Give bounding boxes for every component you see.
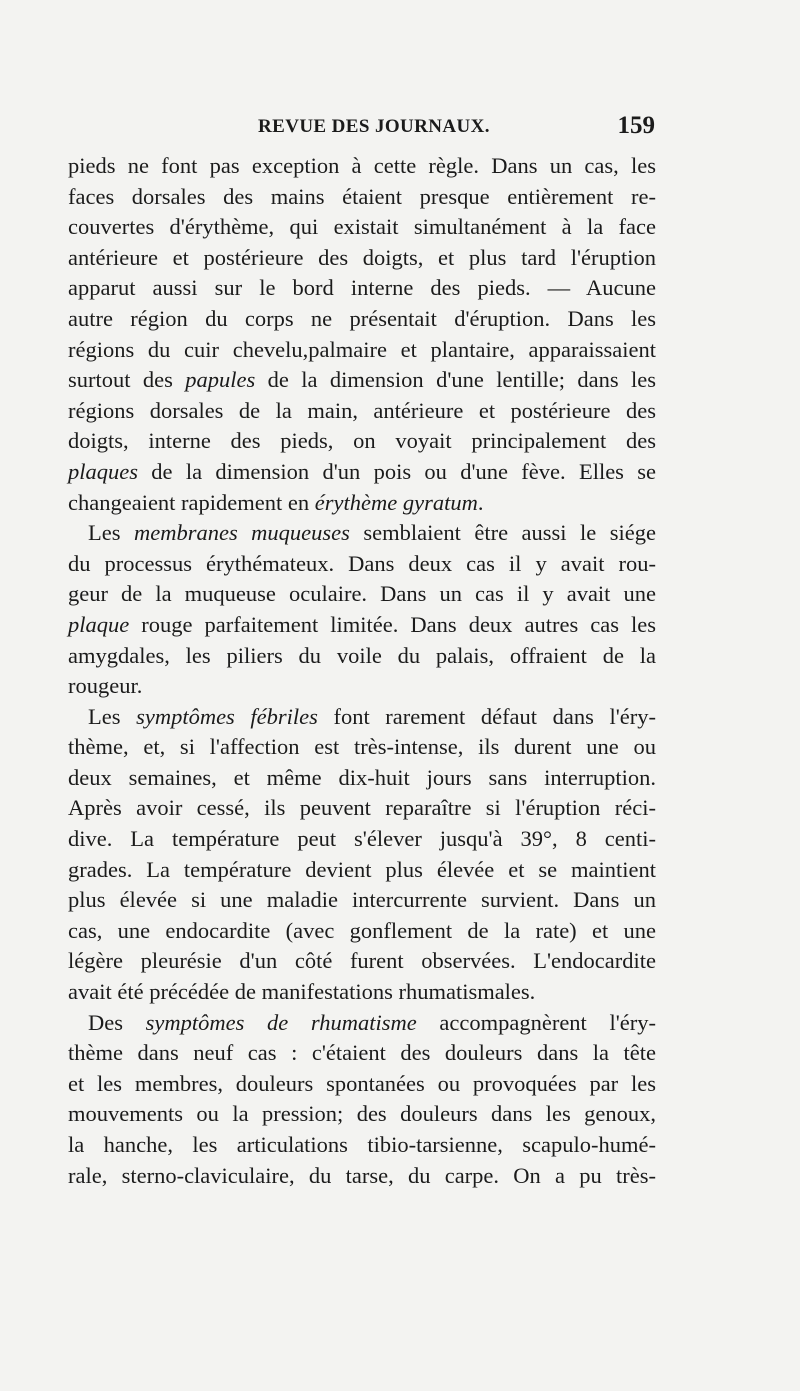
text-line [68,1161,656,1192]
text-segment: thème dans neuf cas : c'étaient des douleurs dans la tête [68,1040,656,1066]
text-line [68,916,656,947]
running-head: REVUE DES JOURNAUX. [258,116,490,137]
text-line [68,243,656,274]
text-segment: rouge parfaitement limitée. Dans deux autres cas les [129,611,656,637]
text-segment: cas, une endocardite (avec gonflement de la rate) et une [68,917,656,943]
text-line [68,304,656,335]
text-line [68,763,656,794]
text-line [68,151,656,182]
text-segment: plus élevée si une maladie intercurrente survient. Dans un [68,887,656,913]
text-line [68,671,656,702]
text-segment: régions du cuir chevelu,palmaire et plantaire, apparaissaient [68,336,656,362]
text-line [68,488,656,519]
text-segment: dive. La température peut s'élever jusqu'à 39°, 8 centi- [68,826,656,852]
text-line [68,610,656,641]
text-segment: deux semaines, et même dix-huit jours sans interruption. [68,764,656,790]
text-segment: geur de la muqueuse oculaire. Dans un cas il y avait une [68,581,656,607]
text-segment: Des [88,1009,146,1035]
text-segment: couvertes d'érythème, qui existait simultanément à la face [68,214,656,240]
text-segment: faces dorsales des mains étaient presque entièrement re- [68,183,656,209]
text-segment: de la dimension d'une lentille; dans les [255,367,656,393]
text-segment: Les [88,703,137,729]
text-segment: mouvements ou la pression; des douleurs dans les genoux, [68,1101,656,1127]
text-segment: apparut aussi sur le bord interne des pieds. — Aucune [68,275,656,301]
text-segment: avait été précédée de manifestations rhumatismales. [68,979,536,1005]
text-segment: thème, et, si l'affection est très-intense, ils durent une ou [68,734,656,760]
text-segment: régions dorsales de la main, antérieure et postérieure des [68,397,656,423]
text-line [68,824,656,855]
text-line [68,365,656,396]
text-line [68,946,656,977]
text-line [68,579,656,610]
text-line [68,273,656,304]
text-segment: changeaient rapidement en [68,489,315,515]
text-segment: doigts, interne des pieds, on voyait principalement des [68,428,656,454]
text-segment: . [477,489,484,515]
text-line [68,518,656,549]
text-line [68,885,656,916]
text-line [68,732,656,763]
text-line [68,1008,656,1039]
text-segment: Les [88,520,134,546]
page-number: 159 [617,112,655,139]
text-segment: Après avoir cessé, ils peuvent reparaître si l'éruption réci- [68,795,656,821]
text-segment: pieds ne font pas exception à cette règle. Dans un cas, les [68,153,656,178]
italic-text: symptômes fébriles [136,703,318,729]
text-line [68,793,656,824]
italic-text: plaque [68,611,130,637]
text-line [68,212,656,243]
italic-text: membranes muqueuses [133,520,350,546]
text-line [68,426,656,457]
text-segment: rougeur. [68,673,143,699]
text-line [68,702,656,733]
text-segment: la hanche, les articulations tibio-tarsienne, scapulo-humé- [68,1132,656,1157]
text-segment: accompagnèrent l'éry- [416,1009,656,1035]
text-line [68,1069,656,1100]
text-segment: amygdales, les piliers du voile du palais, offraient de la [68,642,656,668]
italic-text: symptômes de rhumatisme [145,1009,417,1035]
text-segment: rale, sterno-claviculaire, du tarse, du carpe. On a pu très- [68,1162,656,1188]
text-line [68,457,656,488]
italic-text: érythème gyratum [314,489,478,515]
text-line [68,549,656,580]
text-line [68,335,656,366]
text-line [68,641,656,672]
italic-text: papules [185,367,256,393]
italic-text: plaques [68,458,138,484]
text-line [68,855,656,886]
body-text [68,151,656,1191]
text-line [68,977,656,1008]
text-segment: surtout des [68,367,186,393]
text-segment: légère pleurésie d'un côté furent observées. L'endocardite [68,948,656,974]
text-line [68,182,656,213]
text-line [68,1038,656,1069]
text-line [68,1130,656,1161]
text-segment: antérieure et postérieure des doigts, et plus tard l'éruption [68,244,656,270]
text-segment: semblaient être aussi le siége [349,520,656,546]
text-segment: et les membres, douleurs spontanées ou provoquées par les [68,1070,656,1096]
text-segment: grades. La température devient plus élevée et se maintient [68,856,656,882]
text-segment: du processus érythémateux. Dans deux cas il y avait rou- [68,550,656,576]
text-line [68,396,656,427]
text-segment: autre région du corps ne présentait d'éruption. Dans les [68,305,656,331]
text-line [68,1099,656,1130]
text-segment: de la dimension d'un pois ou d'une fève. Elles se [138,458,656,484]
page-header [258,112,655,144]
text-segment: font rarement défaut dans l'éry- [317,703,656,729]
